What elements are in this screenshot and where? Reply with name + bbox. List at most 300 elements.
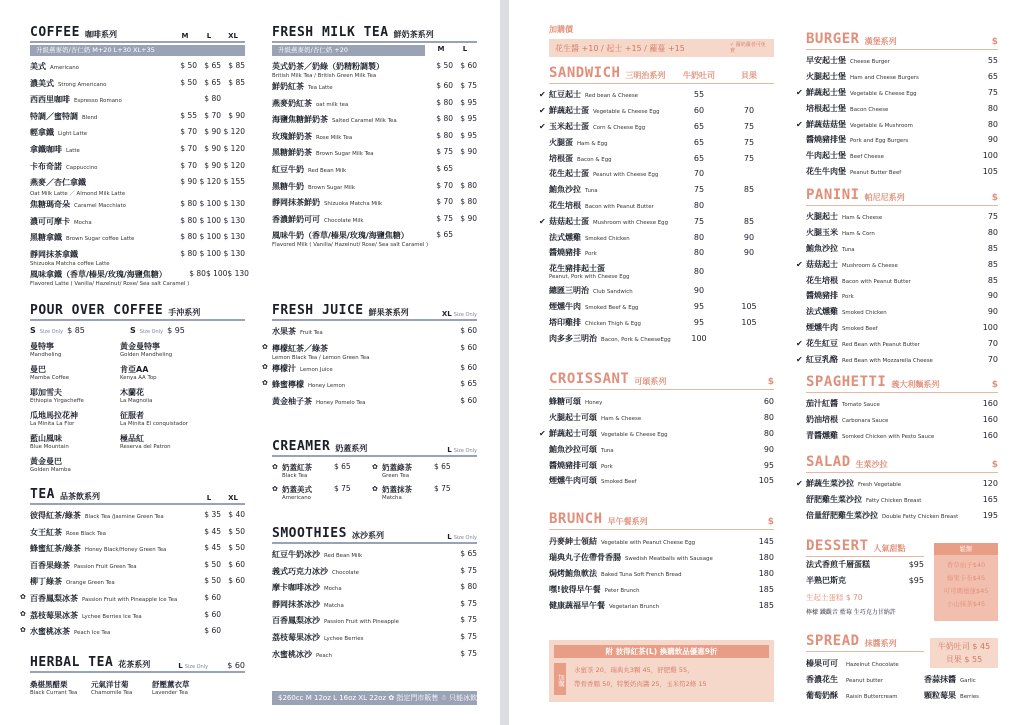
item-price: $ 60 xyxy=(204,609,221,619)
item-price: 120 xyxy=(982,479,998,489)
spread-en: Berries xyxy=(960,694,979,700)
addon-title: 加購價 xyxy=(549,25,573,34)
item-name-zh: 鮪魚沙拉 xyxy=(549,185,581,195)
creamer-item xyxy=(372,462,472,484)
item-price: $ 50 xyxy=(228,526,245,536)
burger-subtitle: 漢堡系列 xyxy=(864,37,897,46)
menu-item xyxy=(30,558,245,575)
spread-toast-price: 牛奶吐司 $ 45 xyxy=(937,642,991,651)
herbal-header xyxy=(30,656,245,673)
menu-item xyxy=(549,473,774,489)
item-name-en: Black Tea /Jasmine Green Tea xyxy=(84,514,164,520)
item-name-zh: 醬燒豬排堡 xyxy=(806,135,846,145)
item-name xyxy=(30,177,173,197)
item-name-en: Vegetable & Cheese Egg xyxy=(593,109,660,116)
menu-item xyxy=(272,613,477,630)
item-price: 180 xyxy=(758,553,774,563)
creamer-title: CREAMER xyxy=(272,439,331,454)
item-name-zh: 花生牛肉堡 xyxy=(806,166,846,176)
creamer-section xyxy=(272,440,477,506)
item-price-toast: 65 xyxy=(693,153,705,163)
item-price: $ 120 xyxy=(199,177,221,187)
creamer-header xyxy=(272,440,477,457)
item-price: $ 65 xyxy=(460,379,477,389)
croissant-title: CROISSANT xyxy=(549,371,630,387)
item-price: $ 80 xyxy=(460,582,477,592)
size-m: M xyxy=(181,32,189,40)
item-name xyxy=(272,147,429,158)
item-name-en: Honey Lemon xyxy=(308,383,346,390)
smoothies-list xyxy=(272,547,477,663)
vegetarian-icon: ✔ xyxy=(796,119,803,129)
tea-list xyxy=(20,508,245,641)
item-price-bagel: 75 xyxy=(743,137,755,147)
spread-name: 香蒜抹醬 xyxy=(924,675,956,684)
brunch-list xyxy=(549,534,774,613)
item-name-zh: 靜岡抹茶拿鐵 xyxy=(30,249,78,259)
brunch-header xyxy=(549,510,774,530)
spread-subtitle: 抹醬系列 xyxy=(864,639,897,648)
waffle-item: 小山抹茶$45 xyxy=(946,600,986,608)
menu-item xyxy=(796,85,998,101)
tea-header xyxy=(30,488,245,505)
item-name-en: Strong Americano xyxy=(58,81,107,88)
spread-bagel-price: 貝果 $ 55 xyxy=(945,655,983,664)
item-price: $ 45 xyxy=(204,526,221,536)
item-name xyxy=(30,576,197,587)
panini-subtitle: 帕尼尼系列 xyxy=(864,193,905,202)
menu-item xyxy=(272,129,477,146)
spaghetti-subtitle: 義大利麵系列 xyxy=(891,380,940,389)
item-price: $ 60 xyxy=(436,81,453,90)
panini-title: PANINI xyxy=(806,187,860,203)
item-name xyxy=(272,363,453,374)
item-name-en: Americano xyxy=(282,495,311,501)
menu-item xyxy=(806,148,998,164)
item-name-zh: 培根起士堡 xyxy=(806,103,846,113)
item-name xyxy=(272,582,453,593)
item-price-bagel: 75 xyxy=(743,121,755,131)
item-name-en: Smoked Beef xyxy=(842,325,878,332)
item-price: 65 xyxy=(987,72,998,82)
item-price: $ 50 xyxy=(204,559,221,569)
item-name xyxy=(272,81,429,92)
item-name-zh: 火腿玉米 xyxy=(806,228,838,238)
item-name-en: Lavender Tea xyxy=(152,690,188,696)
menu-item xyxy=(272,179,477,196)
item-name-zh: 女王紅茶 xyxy=(30,527,62,537)
dessert-header xyxy=(806,537,924,557)
item-price: $ 70 xyxy=(180,160,197,170)
herbal-subtitle: 花茶系列 xyxy=(118,660,151,669)
item-price-toast: 80 xyxy=(693,248,705,258)
item-name-en: Light Latte xyxy=(58,131,88,138)
spread-item xyxy=(806,674,883,685)
item-price: $ 80 xyxy=(189,268,206,278)
menu-item xyxy=(30,525,245,542)
item-name-en: Golden Mamba xyxy=(30,467,71,473)
item-name-en: Ham and Cheese Burgers xyxy=(850,75,919,82)
item-price: 100 xyxy=(982,322,998,332)
coffee-header xyxy=(30,26,245,43)
spread-en: Raisin Buttercream xyxy=(846,694,898,700)
item-price: 90 xyxy=(987,307,998,317)
item-price: 80 xyxy=(987,228,998,238)
item-price: $ 75 xyxy=(434,484,451,493)
dollar-label: $ xyxy=(767,517,774,527)
brunch-section xyxy=(549,510,774,613)
item-name-zh: 法式燻雞 xyxy=(549,232,581,242)
menu-item xyxy=(272,630,477,647)
item-name-en: Double Fatty Chicken Breast xyxy=(882,513,959,520)
item-price: $ 75 xyxy=(436,213,453,223)
menu-item xyxy=(549,566,774,582)
spread-name: 香濃花生 xyxy=(806,675,838,684)
spread-header xyxy=(806,632,924,652)
pour-over-list xyxy=(30,341,245,479)
item-name-en: Smoked Chicken xyxy=(585,235,630,242)
item-price: $ 95 xyxy=(460,130,477,140)
item-name xyxy=(30,610,197,621)
menu-item xyxy=(539,103,774,119)
herbal-item xyxy=(152,679,213,696)
item-price: 185 xyxy=(758,584,774,594)
item-name-zh: 紅豆牛奶冰沙 xyxy=(272,550,320,559)
item-price: 195 xyxy=(982,510,998,520)
item-price: 70 xyxy=(987,338,998,348)
item-name-en: Honey Black/Honey Green Tea xyxy=(84,547,167,554)
item-price: $ 45 xyxy=(204,543,221,553)
item-name-en: Mocha xyxy=(74,219,92,226)
item-price: $ 95 xyxy=(460,114,477,124)
item-price: $ 60 xyxy=(228,576,245,586)
item-price-toast: 65 xyxy=(693,121,705,131)
item-name xyxy=(30,94,173,105)
item-name-zh: 煙燻牛肉可頌 xyxy=(549,476,597,486)
item-name-en: Blue Mountain xyxy=(30,444,69,450)
pour-over-item xyxy=(30,387,120,410)
item-price: $ 50 xyxy=(204,576,221,586)
item-price: $ 60 xyxy=(460,362,477,372)
creamer-item xyxy=(272,462,372,484)
item-price-toast: 55 xyxy=(693,90,705,100)
item-name-zh: 黃金曼巴 xyxy=(30,457,62,466)
item-name-en: Bacon & Egg xyxy=(577,156,612,163)
menu-item xyxy=(549,245,774,261)
item-name-en: Peanut, Pork with Cheese Egg xyxy=(549,274,630,281)
store-only-icon: ✿ xyxy=(262,342,268,351)
item-name-en: Chocolate Milk xyxy=(324,217,364,224)
tea-title: TEA xyxy=(30,487,55,502)
item-price: $ 50 xyxy=(180,61,197,70)
item-name-zh: 火腿蛋 xyxy=(549,137,573,147)
creamer-list xyxy=(272,462,477,506)
item-name-zh: 紅豆起士 xyxy=(549,90,581,100)
pour-over-item xyxy=(30,341,120,364)
item-name xyxy=(272,566,453,577)
item-name-zh: 醬燒豬排可頌 xyxy=(549,460,597,470)
menu-item xyxy=(796,116,998,132)
item-name-en: Red Bean Milk xyxy=(324,553,363,559)
item-name-en: Passion Fruit with Pineapple Ice Tea xyxy=(82,596,178,603)
item-name-en: Flavored Latte ( Vanilla/ Hazelnut/ Rose/ Sea salt Caramel ) xyxy=(30,280,190,287)
item-name xyxy=(272,230,429,248)
item-name-en: Brown Sugar Milk Tea xyxy=(316,151,374,158)
item-name-zh: 極品紅 xyxy=(120,434,144,443)
menu-item xyxy=(20,591,245,608)
item-name-en: Blend xyxy=(82,114,98,121)
item-name-zh: 菇菇起士 xyxy=(806,259,838,269)
item-name-en: Brown Sugar Milk xyxy=(308,184,355,191)
item-name-zh: 總匯三明治 xyxy=(549,286,589,296)
menu-item xyxy=(549,330,774,346)
item-price: 185 xyxy=(758,600,774,610)
item-price-toast: 75 xyxy=(693,185,705,195)
item-price-toast: 80 xyxy=(693,200,705,210)
item-price: 80 xyxy=(987,103,998,113)
item-name-zh: 義式巧克力冰沙 xyxy=(272,566,328,576)
item-name-zh: 肯亞AA xyxy=(120,365,149,374)
pour-over-list-left xyxy=(30,341,120,479)
item-price-bagel: 105 xyxy=(741,301,757,311)
store-only-icon: ✿ xyxy=(20,592,26,601)
vegetarian-icon: ✔ xyxy=(796,259,803,269)
item-name-en: Bacon with Peanut Butter xyxy=(842,278,911,285)
item-name-zh: 水蜜桃冰茶 xyxy=(30,627,70,637)
herbal-section xyxy=(30,656,245,696)
herbal-list xyxy=(30,679,245,696)
menu-item xyxy=(30,159,245,176)
item-name-zh: 荔枝莓果冰沙 xyxy=(272,632,320,642)
item-name-zh: 紅豆乳酪 xyxy=(806,354,838,364)
menu-item xyxy=(272,96,477,113)
item-name-zh: 西西里咖啡 xyxy=(30,95,70,105)
item-name-en: Mushroom with Cheese Egg xyxy=(593,219,669,226)
item-price: $ 130 xyxy=(223,248,245,258)
item-name-en: Kenya AA Top xyxy=(120,375,157,381)
item-name-en: Honey Pomelo Tea xyxy=(316,399,366,406)
item-price: $ 70 xyxy=(436,180,453,190)
salad-list xyxy=(796,476,998,523)
item-name-en: Smoked Beef xyxy=(601,479,637,486)
item-name-zh: 法式燻雞 xyxy=(806,307,838,317)
dessert-section xyxy=(806,537,998,616)
menu-item xyxy=(30,247,245,267)
item-name-zh: 曼特寧 xyxy=(30,342,54,351)
item-price: 105 xyxy=(758,476,774,486)
item-name xyxy=(272,98,429,109)
item-name-zh: 丹麥紳士領結 xyxy=(549,537,597,547)
menu-item xyxy=(796,256,998,272)
item-name-en: Red Bean with Mozzarella Cheese xyxy=(842,357,933,364)
item-price: $ 130 xyxy=(227,268,249,278)
menu-item xyxy=(806,396,998,412)
item-price: $ 75 xyxy=(460,648,477,658)
milk-tea-list xyxy=(272,59,477,248)
menu-item xyxy=(20,624,245,641)
addon-section xyxy=(549,24,774,57)
vegetarian-icon: ✔ xyxy=(796,479,803,489)
menu-item xyxy=(549,134,774,150)
item-name-en: Golden Mandheling xyxy=(120,352,173,358)
item-price: $ 100 xyxy=(199,232,221,242)
item-name-zh: 蜂蜜紅茶/綠茶 xyxy=(30,544,81,554)
item-price: $ 90 xyxy=(460,213,477,223)
item-name-en: Bacon Cheese xyxy=(850,106,889,113)
item-price: $ 80 xyxy=(460,180,477,190)
size-only-label: Size Only xyxy=(453,535,477,541)
milk-tea-upgrade-bar: 升級燕麥奶/杏仁奶 +20 xyxy=(272,45,425,56)
item-name xyxy=(30,199,173,210)
pour-over-item xyxy=(120,364,230,387)
item-price: 70 xyxy=(987,354,998,364)
menu-item xyxy=(549,410,774,426)
item-name-zh: 花生紅豆 xyxy=(806,338,838,348)
item-name-zh: 燕麥／杏仁拿鐵 xyxy=(30,178,86,188)
item-price: $ 120 xyxy=(223,143,245,153)
item-name-en: Passion Fruit with Pineapple xyxy=(324,619,399,626)
menu-item xyxy=(30,508,245,525)
item-price: 90 xyxy=(987,135,998,145)
menu-item xyxy=(30,214,245,231)
menu-item xyxy=(806,428,998,444)
item-price-bagel: 90 xyxy=(743,248,755,258)
item-name-en: Beef Cheese xyxy=(850,154,884,161)
menu-item xyxy=(806,164,998,180)
juice-section xyxy=(262,303,477,410)
pour-over-section xyxy=(30,304,245,479)
salad-header xyxy=(806,453,998,473)
item-name-zh: 花生培根 xyxy=(806,275,838,285)
vegetarian-icon: ✔ xyxy=(539,428,546,438)
vegetarian-icon: ✔ xyxy=(796,87,803,97)
item-name-zh: 茄汁紅醬 xyxy=(806,399,838,409)
pour-price-right: $ 95 xyxy=(167,326,185,335)
menu-item xyxy=(272,564,477,581)
menu-item xyxy=(806,557,924,573)
item-price: 180 xyxy=(758,568,774,578)
item-name-en: Orange Green Tea xyxy=(66,580,115,587)
menu-item xyxy=(30,175,245,197)
milk-tea-header xyxy=(272,26,477,43)
menu-item xyxy=(30,267,249,287)
dessert-subtitle: 人氣甜點 xyxy=(873,544,906,553)
item-name-zh: 花生豬排起士蛋 xyxy=(549,264,605,274)
item-price-toast: 90 xyxy=(693,286,705,296)
item-price: $ 75 xyxy=(460,565,477,575)
item-name-zh: 煙燻牛肉 xyxy=(549,301,581,311)
size-xl: XL xyxy=(228,32,238,40)
item-name-zh: 荔枝莓果冰茶 xyxy=(30,610,78,620)
item-price: 85 xyxy=(987,259,998,269)
burger-section xyxy=(796,30,998,179)
item-name-en: Black Currant Tea xyxy=(30,690,78,696)
item-name-en: Shizuoka Matcha Milk xyxy=(324,201,383,208)
item-name-en: Matcha xyxy=(324,602,344,609)
menu-item xyxy=(549,166,774,182)
item-name-zh: 黑糖牛奶 xyxy=(272,181,304,191)
promo-title: 附 彼得紅茶(L) 換購飲品優惠9折 xyxy=(554,645,769,658)
item-price: $ 70 xyxy=(204,110,221,120)
dollar-label: $ xyxy=(991,37,998,47)
item-name-en: Pork and Egg Burgers xyxy=(850,138,909,145)
item-price: $ 55 xyxy=(180,110,197,120)
item-name-zh: 奶油培根 xyxy=(806,415,838,425)
item-name-zh: 焦糖瑪奇朵 xyxy=(30,200,70,210)
item-name xyxy=(272,131,429,142)
menu-item xyxy=(806,492,998,508)
item-price-toast: 80 xyxy=(693,267,705,277)
store-only-icon: ✿ xyxy=(262,362,268,371)
col-milk-toast: 牛奶吐司 xyxy=(683,71,715,80)
item-name-zh: 牛肉起士堡 xyxy=(806,151,846,161)
menu-item xyxy=(806,508,998,524)
item-price: 95 xyxy=(763,460,774,470)
size-xl: XL xyxy=(228,494,238,502)
item-name xyxy=(30,61,173,72)
item-name-en: Espresso Romano xyxy=(74,98,122,105)
item-name xyxy=(272,615,453,626)
size-s-right: S xyxy=(130,326,136,335)
item-name-zh: 塔印雞排 xyxy=(549,317,581,327)
item-name-en: Lychee Berries xyxy=(324,635,364,642)
juice-subtitle: 鮮果茶系列 xyxy=(368,308,409,317)
promo-tag: 加購 xyxy=(554,663,566,695)
item-name xyxy=(30,527,197,538)
item-name-en: Pork xyxy=(585,251,597,258)
item-name-en: Vegetable & Cheese Egg xyxy=(601,431,668,438)
item-price: 80 xyxy=(763,428,774,438)
item-name xyxy=(30,560,197,571)
menu-item xyxy=(30,541,245,558)
coffee-section xyxy=(30,25,249,287)
vegetarian-icon: ✔ xyxy=(539,106,546,116)
item-name-en: Lemon Black Tea / Lemon Green Tea xyxy=(272,354,370,361)
spread-item xyxy=(924,674,976,685)
item-name-en: Ham & Cheese xyxy=(842,215,883,222)
item-price: $ 130 xyxy=(223,215,245,225)
salad-title: SALAD xyxy=(806,454,851,470)
item-name-zh: 濃美式 xyxy=(30,78,54,88)
sandwich-section xyxy=(539,64,774,346)
item-name xyxy=(30,216,173,227)
item-name xyxy=(272,549,453,560)
menu-item xyxy=(272,394,477,411)
menu-item xyxy=(549,182,774,198)
menu-item xyxy=(272,162,477,179)
item-name-zh: 鮪魚沙拉可頌 xyxy=(549,444,597,454)
item-price: $ 130 xyxy=(223,199,245,209)
item-price: $ 75 xyxy=(460,598,477,608)
burger-header xyxy=(806,30,998,50)
vegetarian-icon: ✔ xyxy=(539,216,546,226)
pour-over-item xyxy=(120,387,230,410)
waffle-item: 可可瑪德蓮$45 xyxy=(943,587,989,595)
item-name xyxy=(272,61,429,79)
item-name-zh: 靜岡抹茶鮮奶 xyxy=(272,198,320,208)
item-name-zh: 檸檬汁 xyxy=(272,363,296,373)
spread-en: Peanut butter xyxy=(846,678,883,684)
middle-column xyxy=(262,0,478,725)
item-price: 60 xyxy=(763,397,774,407)
item-name-zh: 奶蓋綠茶 xyxy=(382,463,412,472)
menu-item xyxy=(549,261,774,283)
dessert-list xyxy=(806,557,924,589)
item-name xyxy=(272,649,453,660)
item-name-zh: 百香鳳梨冰茶 xyxy=(30,593,78,603)
item-price: $ 70 xyxy=(436,197,453,207)
herbal-item xyxy=(91,679,152,696)
